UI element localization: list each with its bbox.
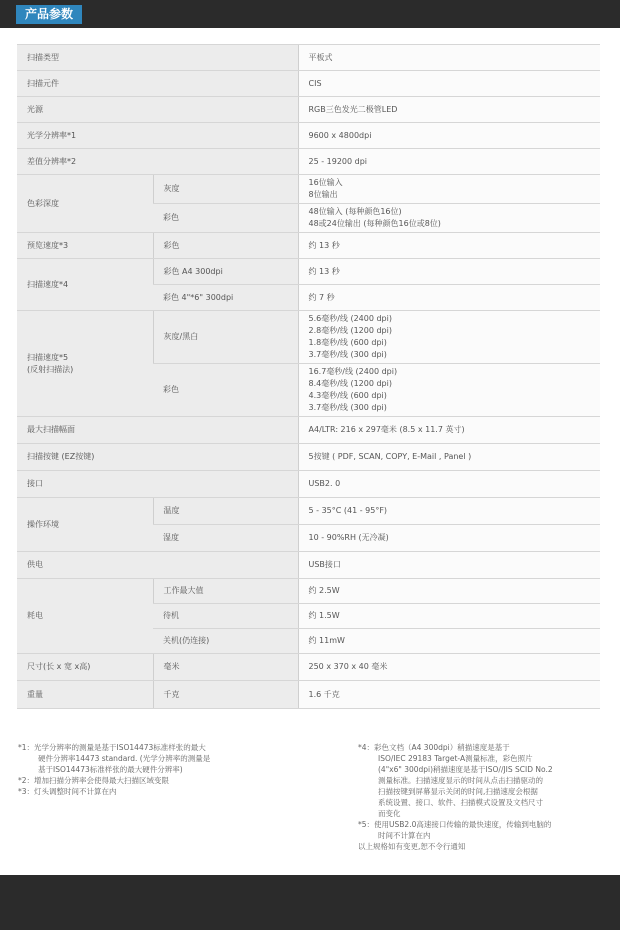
spec-label: 色彩深度 xyxy=(17,175,153,233)
spec-label: 尺寸(长 x 宽 x高) xyxy=(17,654,153,681)
spec-label: 接口 xyxy=(17,471,298,498)
spec-row xyxy=(17,123,600,149)
spec-value: 平板式 xyxy=(298,45,600,71)
spec-label: 光学分辨率*1 xyxy=(17,123,298,149)
spec-value: USB接口 xyxy=(298,552,600,579)
spec-value: 5 - 35°C (41 - 95°F) xyxy=(298,498,600,525)
spec-row xyxy=(17,444,600,471)
spec-value: 48位输入 (每种颜色16位) 48或24位输出 (每种颜色16位或8位) xyxy=(298,204,600,233)
spec-value: 16位输入 8位输出 xyxy=(298,175,600,204)
footnote: *1：光学分辨率的测量是基于ISO14473标准样张的最大 硬件分辨率14473 standard. (光学分辨率的测量是 基于ISO14473标准样张的最大硬件分辨率) xyxy=(18,743,211,774)
spec-value: 约 13 秒 xyxy=(298,233,600,259)
spec-row xyxy=(17,579,600,604)
spec-label: 扫描速度*4 xyxy=(17,259,153,311)
spec-row xyxy=(17,259,600,285)
spec-table xyxy=(17,44,600,709)
spec-row xyxy=(17,311,600,364)
footnote: *3：灯头调整时间不计算在内 xyxy=(18,787,117,796)
spec-sublabel: 彩色 A4 300dpi xyxy=(153,259,298,285)
spec-value: 10 - 90%RH (无冷凝) xyxy=(298,525,600,552)
spec-value: 9600 x 4800dpi xyxy=(298,123,600,149)
spec-sublabel: 彩色 xyxy=(153,233,298,259)
bottom-bar xyxy=(0,875,620,930)
top-bar xyxy=(0,0,620,28)
spec-label: 最大扫描幅面 xyxy=(17,417,298,444)
spec-value: CIS xyxy=(298,71,600,97)
spec-row xyxy=(17,71,600,97)
spec-label: 扫描速度*5 (反射扫描法) xyxy=(17,311,153,417)
spec-row xyxy=(17,552,600,579)
spec-value: 1.6 千克 xyxy=(298,681,600,709)
spec-sublabel: 关机(仍连接) xyxy=(153,629,298,654)
spec-sublabel: 毫米 xyxy=(153,654,298,681)
spec-value: A4/LTR: 216 x 297毫米 (8.5 x 11.7 英寸) xyxy=(298,417,600,444)
footnote: *2：增加扫描分辨率会使得最大扫描区域变限 xyxy=(18,776,170,785)
spec-label: 重量 xyxy=(17,681,153,709)
spec-label: 操作环境 xyxy=(17,498,153,552)
spec-value: 5.6毫秒/线 (2400 dpi) 2.8毫秒/线 (1200 dpi) 1.8毫秒/线 (600 dpi) 3.7毫秒/线 (300 dpi) xyxy=(298,311,600,364)
spec-value: 250 x 370 x 40 毫米 xyxy=(298,654,600,681)
spec-value: 约 11mW xyxy=(298,629,600,654)
spec-value: 约 1.5W xyxy=(298,604,600,629)
spec-label: 扫描按键 (EZ按键) xyxy=(17,444,298,471)
footnotes-right xyxy=(358,742,603,852)
spec-row xyxy=(17,233,600,259)
spec-value: 5按键 ( PDF, SCAN, COPY, E-Mail , Panel ) xyxy=(298,444,600,471)
spec-sublabel: 彩色 xyxy=(153,364,298,417)
spec-sublabel: 温度 xyxy=(153,498,298,525)
spec-label: 差值分辨率*2 xyxy=(17,149,298,175)
spec-sublabel: 千克 xyxy=(153,681,298,709)
spec-row xyxy=(17,97,600,123)
spec-value: 约 7 秒 xyxy=(298,285,600,311)
spec-sublabel: 彩色 4"*6" 300dpi xyxy=(153,285,298,311)
spec-value: 25 - 19200 dpi xyxy=(298,149,600,175)
spec-label: 供电 xyxy=(17,552,298,579)
spec-row xyxy=(17,149,600,175)
spec-sublabel: 灰度 xyxy=(153,175,298,204)
section-title: 产品参数 xyxy=(16,5,82,24)
spec-row xyxy=(17,498,600,525)
spec-label: 扫描元件 xyxy=(17,71,298,97)
spec-label: 光源 xyxy=(17,97,298,123)
spec-row xyxy=(17,417,600,444)
spec-value: USB2. 0 xyxy=(298,471,600,498)
spec-sublabel: 待机 xyxy=(153,604,298,629)
spec-row xyxy=(17,681,600,709)
spec-label: 扫描类型 xyxy=(17,45,298,71)
spec-sublabel: 工作最大值 xyxy=(153,579,298,604)
spec-value: 16.7毫秒/线 (2400 dpi) 8.4毫秒/线 (1200 dpi) 4.3毫秒/线 (600 dpi) 3.7毫秒/线 (300 dpi) xyxy=(298,364,600,417)
spec-row xyxy=(17,471,600,498)
spec-row xyxy=(17,175,600,204)
footnote: *4：彩色文档（A4 300dpi）稍描速度是基于 ISO/IEC 29183 Target-A测量标准，彩色照片 (4"x6" 300dpi)稍描速度是基于ISO//JIS SCID No.2 测量标准。扫描速度显示的时间从点击扫描驱动的 扫描按键到屏幕显示关闭的时间,扫描速度会根据 系统设置、接口、软件、扫描模式设置及文档尺寸 而变化 xyxy=(358,743,553,818)
spec-row xyxy=(17,45,600,71)
spec-value: 约 13 秒 xyxy=(298,259,600,285)
spec-value: 约 2.5W xyxy=(298,579,600,604)
spec-sublabel: 灰度/黑白 xyxy=(153,311,298,364)
footnotes-left xyxy=(18,742,268,797)
disclaimer-note: 以上规格如有变更,恕不令行通知 xyxy=(358,842,466,851)
spec-sublabel: 湿度 xyxy=(153,525,298,552)
spec-label: 耗电 xyxy=(17,579,153,654)
spec-sublabel: 彩色 xyxy=(153,204,298,233)
spec-row xyxy=(17,654,600,681)
spec-label: 预览速度*3 xyxy=(17,233,153,259)
spec-value: RGB三色发光二极管LED xyxy=(298,97,600,123)
footnote: *5：使用USB2.0高速接口传输的最快速度，传输到电脑的 时间不计算在内 xyxy=(358,820,552,840)
